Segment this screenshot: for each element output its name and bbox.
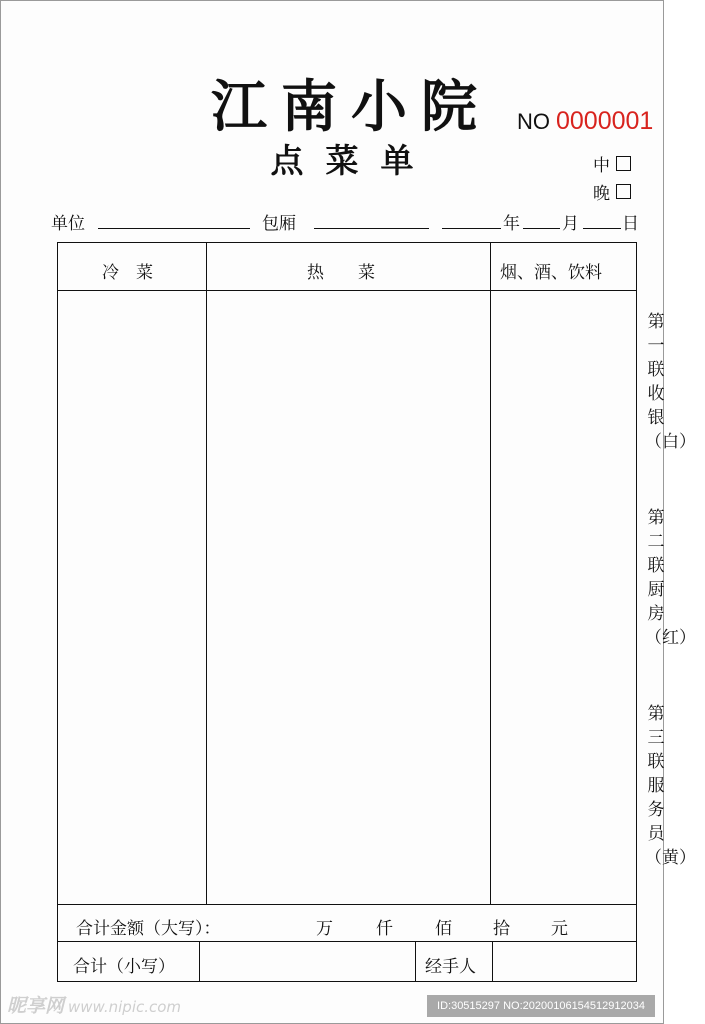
room-field[interactable] [314,228,429,229]
watermark-logo-text: 昵享网 [7,995,65,1017]
month-field[interactable] [523,228,560,229]
body-divider [58,904,636,905]
col-divider-2 [490,243,491,904]
meal-lunch-option[interactable] [593,151,631,176]
lower-divider-3 [492,941,493,981]
header-cold-dishes: 冷 菜 [102,263,153,283]
lower-divider-1 [199,941,200,981]
hot-dishes-area[interactable] [208,291,489,903]
serial-prefix: NO [517,109,550,134]
meal-lunch-checkbox[interactable] [616,156,631,171]
handler-label: 经手人 [425,957,476,977]
lower-divider-2 [415,941,416,981]
copy-first-label: 第一联收银（白） [645,312,696,452]
meal-dinner-option[interactable] [593,179,631,204]
col-divider-1 [206,243,207,904]
unit-yuan: 元 [551,919,568,939]
unit-qian: 仟 [376,919,393,939]
handler-field[interactable] [494,943,635,980]
total-upper-label: 合计金额（大写）： [76,919,221,939]
unit-wan: 万 [316,919,333,939]
drinks-area[interactable] [492,291,636,903]
unit-field[interactable] [98,228,250,229]
total-lower-field[interactable] [201,943,414,980]
year-label: 年 [503,214,520,234]
header-hot-dishes: 热 菜 [307,263,375,283]
day-field[interactable] [583,228,621,229]
total-lower-label: 合计（小写） [73,957,175,977]
day-label: 日 [622,214,639,234]
meal-dinner-checkbox[interactable] [616,184,631,199]
room-label: 包厢 [262,214,296,234]
form-subtitle: 点菜单 [270,141,436,180]
order-table [57,242,637,982]
cold-dishes-area[interactable] [58,291,205,903]
meal-dinner-label: 晚 [593,184,610,204]
month-label: 月 [562,214,579,234]
total-divider [58,941,636,942]
unit-bai: 佰 [435,919,452,939]
restaurant-title: 江南小院 [211,74,491,140]
meal-lunch-label: 中 [593,156,610,176]
serial-number [517,107,653,136]
header-drinks: 烟、酒、饮料 [500,263,602,283]
unit-label: 单位 [51,214,85,234]
unit-shi: 拾 [493,919,510,939]
copy-second-label: 第二联厨房（红） [645,508,696,648]
watermark-logo [7,991,181,1018]
serial-digits: 0000001 [556,107,654,135]
year-field[interactable] [442,228,501,229]
copy-third-label: 第三联服务员（黄） [645,704,696,868]
watermark-site: www.nipic.com [68,998,182,1016]
image-id-bar: ID:30515297 NO:20200106154512912034 [427,995,655,1017]
